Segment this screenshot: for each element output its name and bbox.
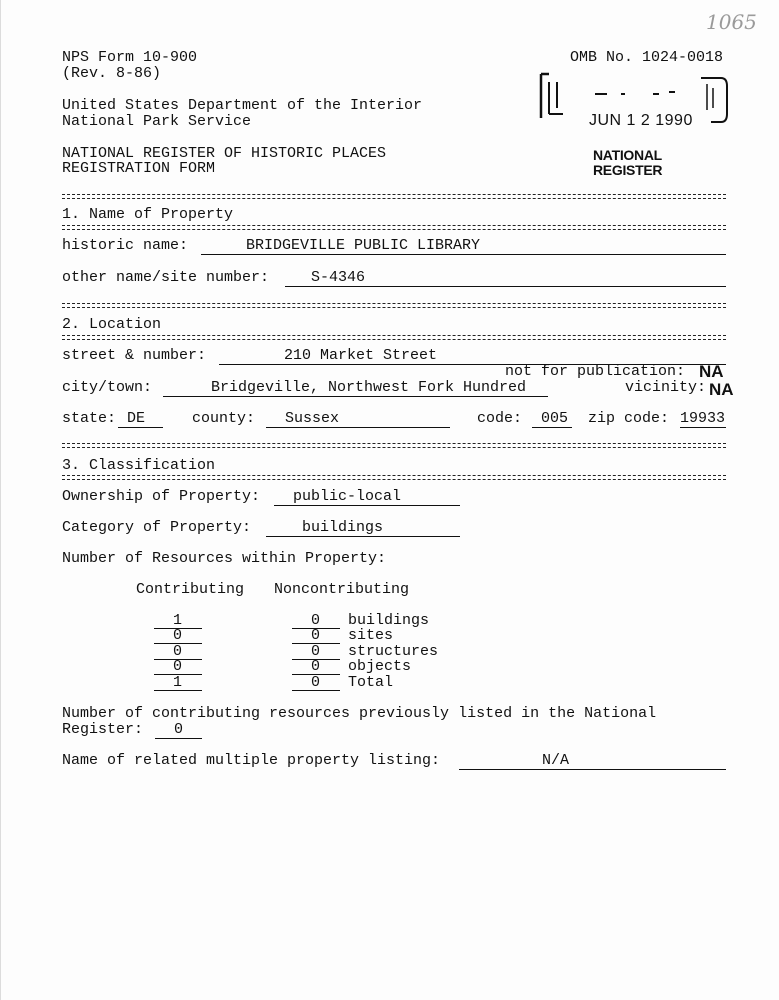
not-for-publication-value[interactable]: NA	[699, 362, 724, 381]
section-divider	[62, 303, 726, 308]
not-for-publication-label: not for publication:	[505, 363, 686, 380]
state-underline	[118, 427, 163, 428]
total-label: Total	[348, 674, 394, 691]
vicinity-label: vicinity:	[625, 379, 707, 396]
stamp-national: NATIONAL	[593, 147, 662, 163]
section-divider	[62, 194, 726, 199]
city-label: city/town:	[62, 379, 153, 396]
section-2-heading: 2. Location	[62, 316, 162, 333]
vicinity-value[interactable]: NA	[709, 380, 734, 399]
ownership-label: Ownership of Property:	[62, 488, 261, 505]
form-title: NATIONAL REGISTER OF HISTORIC PLACES	[62, 145, 387, 162]
contributing-count[interactable]: 0	[173, 627, 183, 644]
handwritten-number: 1065	[706, 10, 757, 34]
multiple-listing-value[interactable]: N/A	[542, 752, 570, 769]
resource-type-label: sites	[348, 627, 394, 644]
omb-number: OMB No. 1024-0018	[570, 49, 724, 66]
form-revision: (Rev. 8-86)	[62, 65, 162, 82]
previously-listed-value[interactable]: 0	[174, 721, 184, 738]
count-underline	[292, 690, 340, 691]
count-underline	[154, 690, 202, 691]
agency-name: National Park Service	[62, 113, 252, 130]
resources-label: Number of Resources within Property:	[62, 550, 387, 567]
county-label: county:	[192, 410, 256, 427]
contributing-total[interactable]: 1	[173, 674, 183, 691]
noncontributing-count[interactable]: 0	[311, 627, 321, 644]
section-1-heading: 1. Name of Property	[62, 206, 234, 223]
city-value[interactable]: Bridgeville, Northwest Fork Hundred	[211, 379, 527, 396]
historic-name-label: historic name:	[62, 237, 189, 254]
other-name-label: other name/site number:	[62, 269, 270, 286]
contributing-column-header: Contributing	[136, 581, 245, 598]
noncontributing-count[interactable]: 0	[311, 643, 321, 660]
stamp-date: JUN 1 2 1990	[589, 112, 693, 129]
stamp-register: REGISTER	[593, 162, 663, 178]
code-label: code:	[477, 410, 523, 427]
resource-type-label: objects	[348, 658, 412, 675]
section-divider	[62, 475, 726, 480]
code-underline	[532, 427, 572, 428]
state-value[interactable]: DE	[127, 410, 146, 427]
section-divider	[62, 443, 726, 448]
section-divider	[62, 335, 726, 340]
section-divider	[62, 225, 726, 230]
contributing-count[interactable]: 0	[173, 658, 183, 675]
zip-underline	[680, 427, 726, 428]
other-name-value[interactable]: S-4346	[311, 269, 366, 286]
category-label: Category of Property:	[62, 519, 252, 536]
historic-name-value[interactable]: BRIDGEVILLE PUBLIC LIBRARY	[246, 237, 481, 254]
zip-label: zip code:	[588, 410, 670, 427]
code-value[interactable]: 005	[541, 410, 569, 427]
form-subtitle: REGISTRATION FORM	[62, 160, 216, 177]
zip-value[interactable]: 19933	[680, 410, 726, 427]
previously-listed-label: Number of contributing resources previously listed in the National	[62, 705, 657, 722]
historic-name-underline	[201, 254, 726, 255]
resource-type-label: structures	[348, 643, 439, 660]
state-label: state:	[62, 410, 117, 427]
form-number: NPS Form 10-900	[62, 49, 198, 66]
ownership-value[interactable]: public-local	[293, 488, 402, 505]
noncontributing-column-header: Noncontributing	[274, 581, 410, 598]
multiple-listing-underline	[459, 769, 726, 770]
department-name: United States Department of the Interior	[62, 97, 423, 114]
previously-listed-underline	[155, 738, 202, 739]
received-stamp	[535, 68, 731, 130]
contributing-count[interactable]: 1	[173, 612, 183, 629]
other-name-underline	[285, 286, 726, 287]
noncontributing-count[interactable]: 0	[311, 658, 321, 675]
city-underline	[163, 396, 548, 397]
register-label: Register:	[62, 721, 144, 738]
multiple-listing-label: Name of related multiple property listing:	[62, 752, 441, 769]
noncontributing-count[interactable]: 0	[311, 612, 321, 629]
street-label: street & number:	[62, 347, 207, 364]
contributing-count[interactable]: 0	[173, 643, 183, 660]
noncontributing-total[interactable]: 0	[311, 674, 321, 691]
category-value[interactable]: buildings	[302, 519, 384, 536]
category-underline	[266, 536, 460, 537]
page-edge	[0, 0, 1, 1000]
county-underline	[266, 427, 450, 428]
county-value[interactable]: Sussex	[285, 410, 340, 427]
ownership-underline	[274, 505, 460, 506]
street-value[interactable]: 210 Market Street	[284, 347, 438, 364]
resource-type-label: buildings	[348, 612, 430, 629]
section-3-heading: 3. Classification	[62, 457, 216, 474]
